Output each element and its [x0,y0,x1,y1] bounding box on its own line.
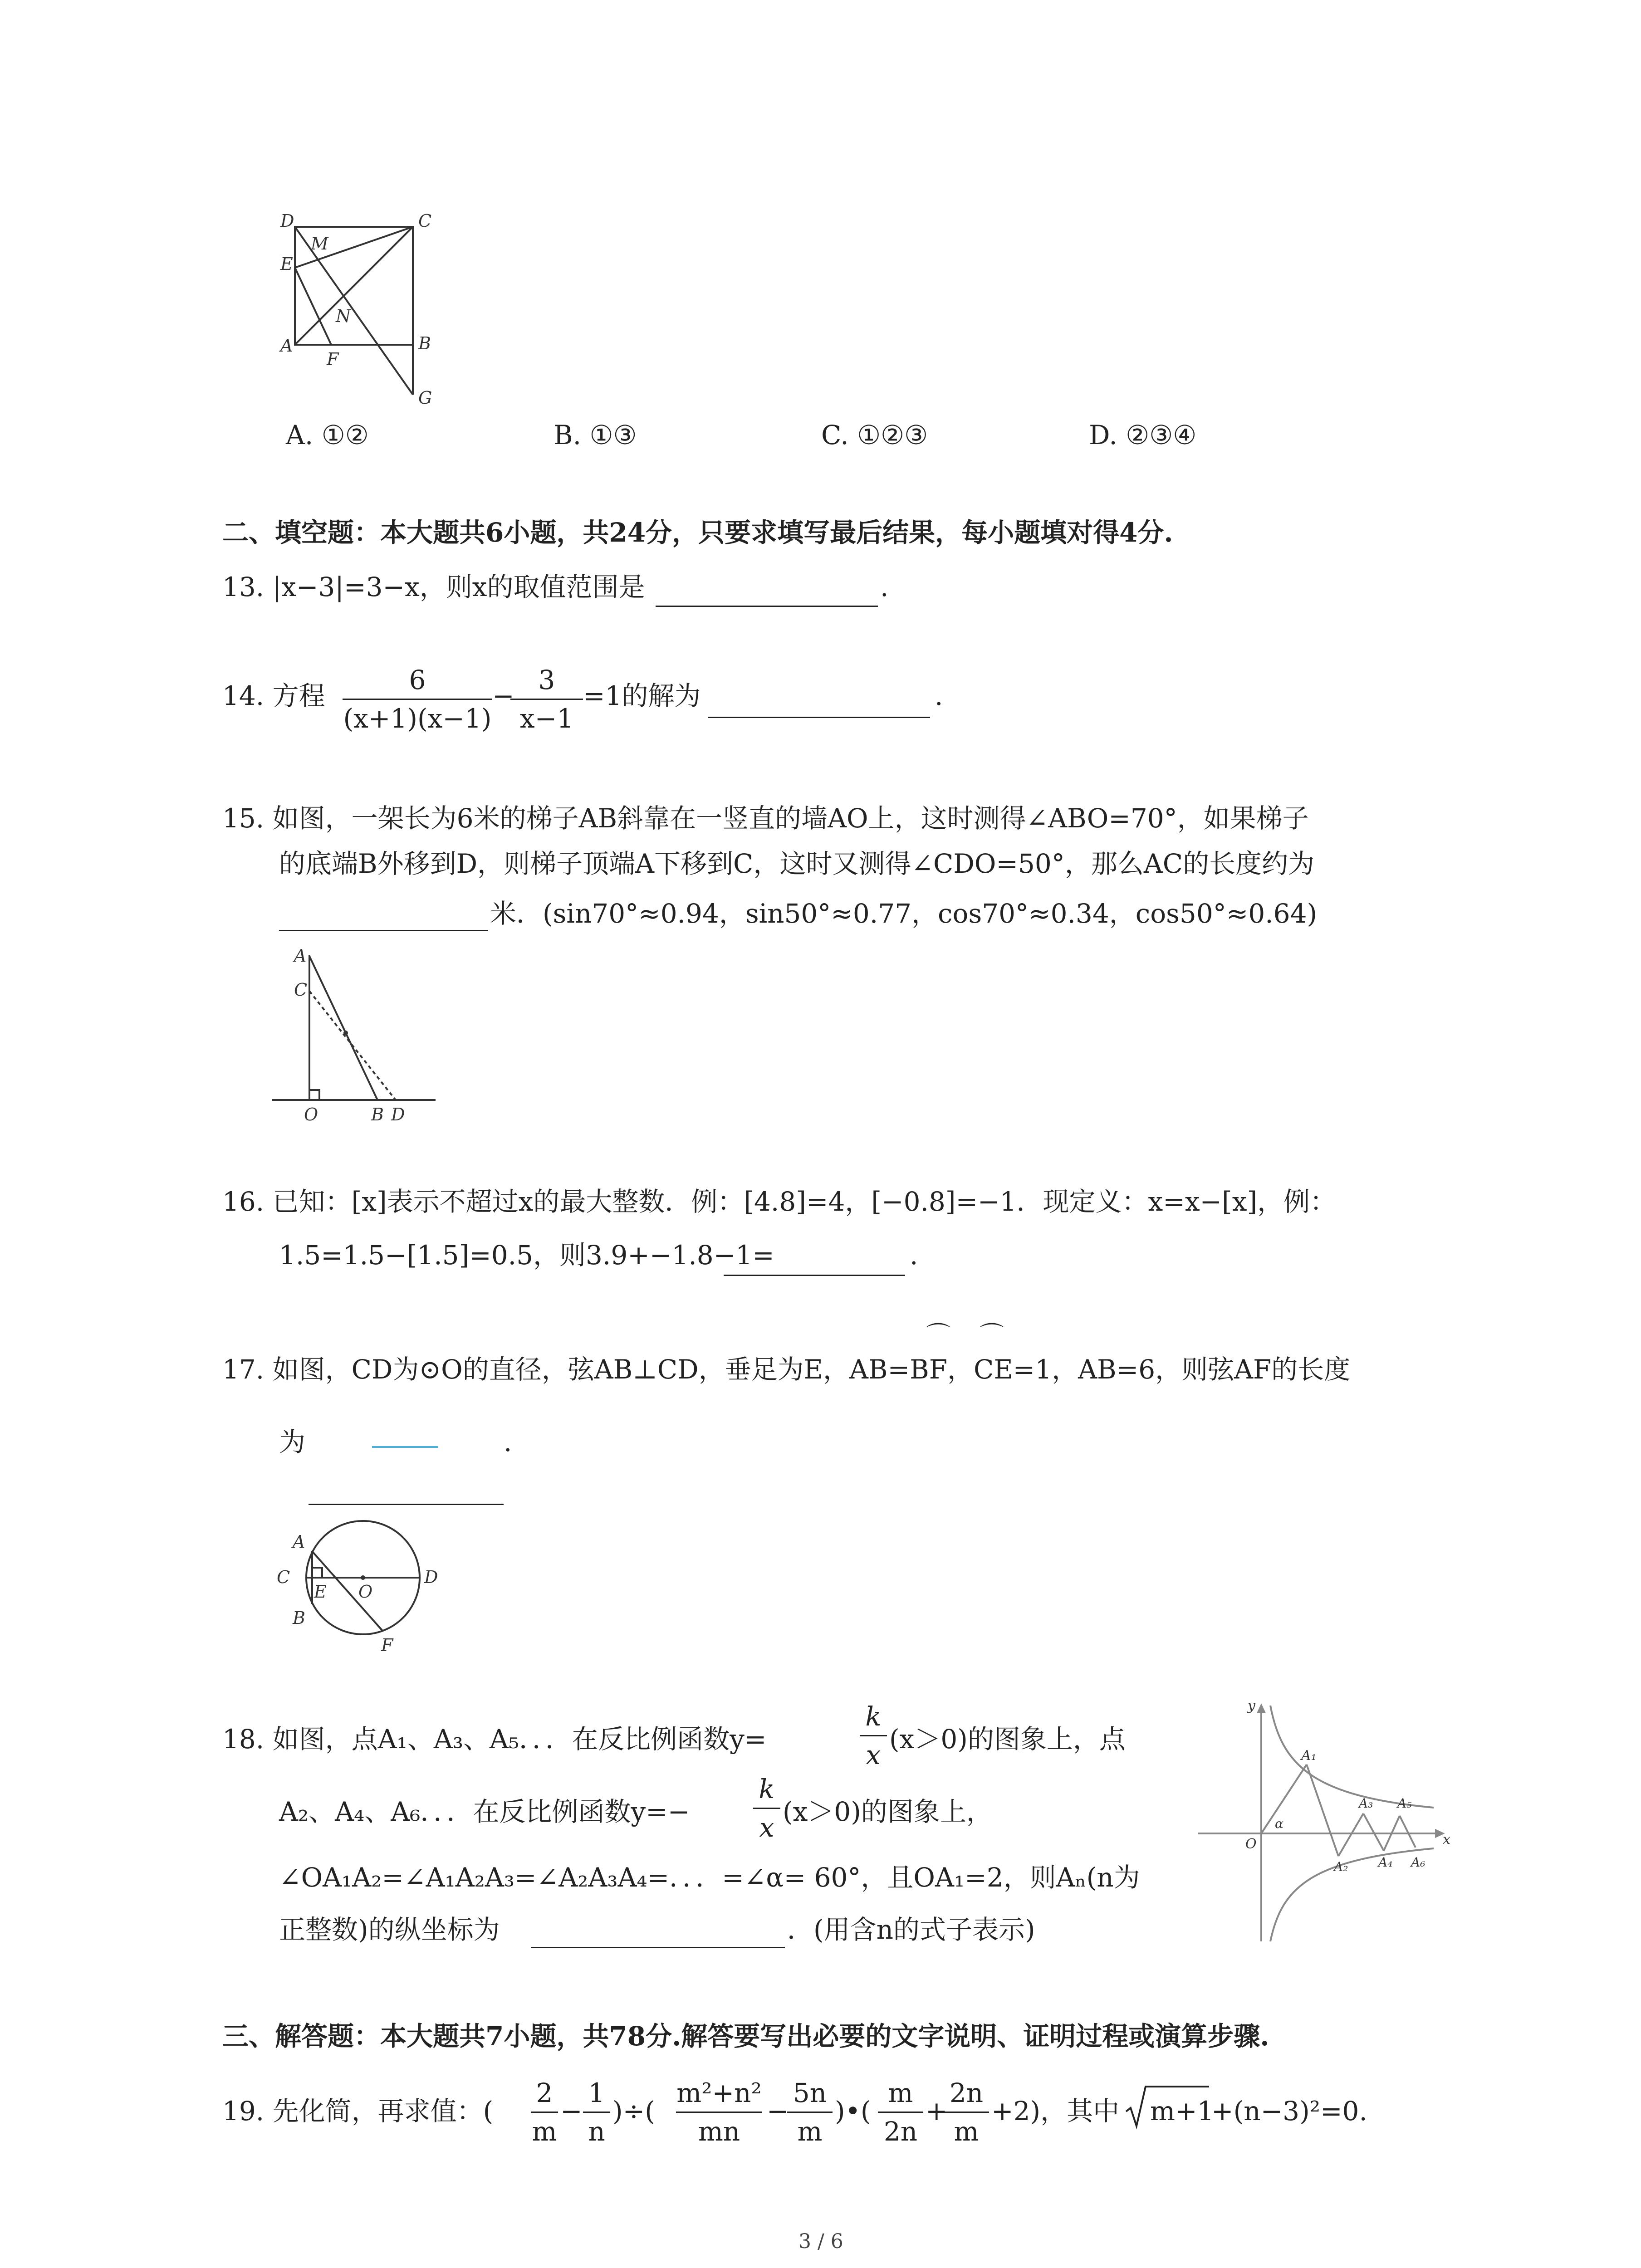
fraction-denominator: 2n [878,2112,923,2145]
fraction-numerator: k [865,1701,882,1732]
q18-fraction-2 [753,1776,780,1841]
fig-label: M [311,234,328,254]
sqrt-overline [1148,2086,1209,2087]
fraction-denominator: n [583,2112,610,2145]
option-c: C. ①②③ [821,420,928,450]
fig-label: F [327,349,339,369]
fig-label: A₃ [1359,1796,1373,1811]
fig-label: B [418,333,431,353]
q18-line1: 18. 如图，点A₁、A₃、A₅．．．在反比例函数y= [222,1724,767,1755]
q19-minus-2: − [767,2096,789,2126]
q19-fraction-2 [583,2077,610,2147]
page-number: 3 / 6 [798,2230,843,2253]
q14-prefix: 14. 方程 [222,680,325,711]
q18-fraction-1 [860,1703,887,1768]
fig-label: α [1275,1816,1283,1831]
q17-line2: 为 [279,1427,306,1457]
q19-plus: + [926,2096,948,2126]
fig-label: G [418,388,432,408]
fig-label: N [336,306,351,326]
fig-label: C [294,980,308,1000]
q17-arc-mark-1: ⌒ [926,1322,950,1349]
fig-label: A₄ [1378,1855,1393,1870]
q18-answer-blank [531,1947,785,1948]
fig-label: y [1248,1698,1255,1714]
q15-line2: 的底端B外移到D，则梯子顶端A下移到C，这时又测得∠CDO=50°，那么AC的长度约为 [279,848,1315,879]
q12-square-figure [268,213,440,408]
fig-label: A [294,946,307,966]
fraction-denominator: (x+1)(x−1) [343,699,492,732]
section2-heading: 二、填空题：本大题共6小题，共24分，只要求填写最后结果，每小题填对得4分. [222,517,1173,548]
q19-dot: )•( [835,2096,871,2126]
section3-heading: 三、解答题：本大题共7小题，共78分.解答要写出必要的文字说明、证明过程或演算步骤. [222,2021,1269,2052]
q19-fraction-3 [676,2077,762,2147]
fig-label: D [424,1567,438,1587]
q19-end: +(n−3)²=0. [1211,2096,1367,2126]
q17-answer-mark [372,1446,438,1448]
fig-label: D [280,211,294,231]
q13-end: . [880,572,889,602]
q18-line2-tail: (x＞0)的图象上， [783,1796,993,1827]
fraction-denominator: mn [676,2112,762,2145]
fraction-numerator: 6 [409,665,426,695]
fraction-numerator: 1 [588,2077,605,2108]
q17-line1: 17. 如图，CD为⊙O的直径，弦AB⊥CD，垂足为E，AB=BF，CE=1，AB=6，则弦AF的长度 [222,1354,1351,1385]
fig-label: A₆ [1411,1855,1425,1870]
fraction-numerator: 3 [538,665,555,695]
q19-prefix: 19. 先化简，再求值：( [222,2096,494,2126]
q14-fraction-1 [343,667,492,732]
q19-divide: )÷( [612,2096,655,2126]
fig-label: E [280,254,293,274]
fraction-denominator: x [753,1808,780,1841]
fraction-numerator: 5n [793,2077,827,2108]
option-d: D. ②③④ [1089,420,1197,450]
fraction-denominator: m [944,2112,989,2145]
fig-label: O [304,1105,318,1124]
q14-answer-blank [708,717,930,718]
fraction-numerator: m [888,2077,913,2108]
fig-label: A₅ [1397,1796,1412,1811]
fig-label: x [1443,1832,1450,1848]
q15-line3: 米．(sin70°≈0.94，sin50°≈0.77，cos70°≈0.34，cos50°≈0.64) [490,898,1318,929]
fraction-denominator: m [787,2112,833,2145]
q14-fraction-2 [510,667,583,732]
fig-label: A₂ [1334,1859,1348,1874]
fig-label: B [371,1105,384,1124]
fig-label: D [391,1105,405,1124]
q18-line2: A₂、A₄、A₆．．．在反比例函数y=− [279,1796,690,1827]
q18-line4-b: ．(用含n的式子表示) [787,1914,1035,1945]
fraction-numerator: 2 [536,2077,553,2108]
q16-end: . [910,1240,918,1271]
q15-line1: 15. 如图，一架长为6米的梯子AB斜靠在一竖直的墙AO上，这时测得∠ABO=70°，如果梯子 [222,803,1309,834]
fig-label: F [381,1635,393,1655]
q19-fraction-4 [787,2077,833,2147]
q14-end: . [935,680,943,711]
fig-label: A [293,1532,305,1552]
sqrt-sign-icon [1125,2084,1148,2130]
fraction-denominator: m [531,2112,558,2145]
q19-tail: +2)，其中 [991,2096,1120,2126]
q16-answer-blank [724,1275,905,1276]
fig-label: O [1245,1836,1257,1852]
q17-answer-blank [309,1504,504,1505]
q19-minus: − [560,2096,583,2126]
fig-label: O [358,1582,373,1602]
q19-sqrt-body: m+1 [1150,2096,1214,2126]
fraction-denominator: x [860,1735,887,1768]
q16-line2: 1.5=1.5−[1.5]=0.5，则3.9+−1.8−1= [279,1240,774,1271]
q18-hyperbola-figure [1198,1696,1452,1950]
q15-ladder-figure [272,943,445,1125]
q17-circle-figure [272,1510,454,1660]
fraction-numerator: m²+n² [676,2077,762,2108]
fraction-denominator: x−1 [510,699,583,732]
q18-line1-tail: (x＞0)的图象上，点 [889,1724,1126,1755]
q19-fraction-5 [878,2077,923,2147]
fig-label: A [280,336,293,356]
fig-label: C [418,211,432,231]
q17-end: . [504,1427,512,1457]
fig-label: C [277,1567,290,1587]
fig-label: E [314,1582,327,1602]
q18-line4-a: 正整数)的纵坐标为 [279,1914,500,1945]
fraction-numerator: 2n [949,2077,984,2108]
q15-answer-blank [279,930,488,931]
q18-line3: ∠OA₁A₂=∠A₁A₂A₃=∠A₂A₃A₄=．．．=∠α= 60°，且OA₁=2，则Aₙ(n为 [279,1862,1140,1893]
q19-fraction-6 [944,2077,989,2147]
fig-label: A₁ [1301,1748,1317,1764]
q17-arc-mark-2: ⌒ [980,1322,1004,1349]
fraction-numerator: k [759,1774,775,1804]
q13-answer-blank [656,606,878,607]
q16-line1: 16. 已知：[x]表示不超过x的最大整数．例：[4.8]=4，[−0.8]=−1．现定义：x=x−[x]，例： [222,1186,1337,1217]
q13-text: 13. |x−3|=3−x，则x的取值范围是 [222,572,645,602]
option-a: A. ①② [286,420,369,450]
option-b: B. ①③ [554,420,637,450]
q14-minus: − [492,680,514,711]
fig-label: B [293,1608,305,1628]
q14-suffix: =1的解为 [583,680,701,711]
q19-fraction-1 [531,2077,558,2147]
